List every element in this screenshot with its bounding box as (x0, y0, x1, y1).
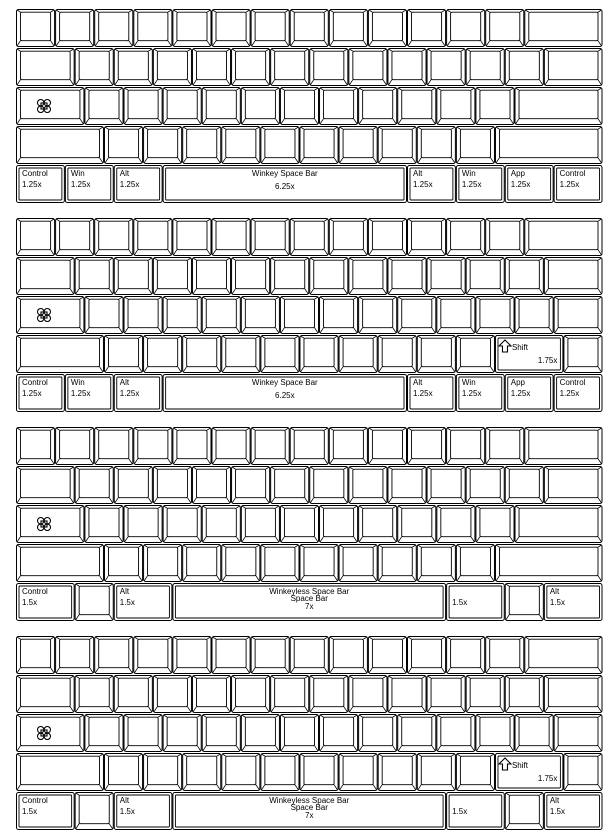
home-row-key (280, 506, 318, 543)
shift-row-key (495, 127, 602, 164)
number-row-key (368, 428, 406, 465)
space-bar-size: 7x (305, 811, 314, 820)
home-row-key (515, 506, 602, 543)
key-label: Win (70, 169, 85, 178)
home-row-key (124, 715, 162, 752)
number-row-key (134, 637, 172, 674)
number-row-key (408, 428, 446, 465)
number-row-key (329, 637, 367, 674)
home-row-key (202, 88, 240, 125)
shift-row-key (378, 545, 416, 582)
number-row-key (134, 219, 172, 256)
home-row-key (202, 297, 240, 334)
shift-row-key (17, 545, 104, 582)
key-size-label: 1.5x (549, 598, 565, 607)
home-row-key (17, 297, 84, 334)
number-row-key (56, 10, 94, 47)
number-row-key (486, 219, 524, 256)
tab-row-key (75, 467, 113, 504)
shift-row-key (261, 336, 299, 373)
shift-row-key (417, 545, 455, 582)
number-row-key (251, 219, 289, 256)
shift-row-key (339, 127, 377, 164)
tab-row-key (310, 467, 348, 504)
shift-row-key (261, 545, 299, 582)
tab-row-key (544, 676, 602, 713)
tab-row-key (232, 49, 270, 86)
tab-row-key (192, 467, 230, 504)
home-row-key (17, 715, 84, 752)
number-row-key (486, 637, 524, 674)
space-bar-label: Winkey Space Bar (251, 169, 318, 178)
number-row-key (95, 10, 133, 47)
home-row-key (359, 297, 397, 334)
shift-row-key (300, 754, 338, 791)
key-size-label: 1.25x (413, 389, 433, 398)
home-row-key (202, 506, 240, 543)
home-row-key (554, 297, 602, 334)
home-row-key (476, 506, 514, 543)
key-size-label: 1.25x (70, 180, 91, 189)
shift-row-key (104, 336, 142, 373)
space-bar-sub-label: Space Bar (290, 803, 328, 812)
key-label: Alt (119, 169, 130, 178)
shift-row-key (261, 754, 299, 791)
shift-size-label: 1.75x (537, 356, 558, 365)
number-row-key (408, 637, 446, 674)
tab-row-key (232, 676, 270, 713)
tab-row-key (153, 258, 191, 295)
home-row-key (476, 88, 514, 125)
key-label: Alt (119, 796, 130, 805)
number-row-key (173, 428, 211, 465)
space-bar-size: 6.25x (275, 391, 295, 400)
key-size-label: 1.5x (22, 598, 38, 607)
key-label: Alt (413, 169, 423, 178)
key-size-label: 1.25x (461, 180, 482, 189)
home-row-key (17, 88, 84, 125)
shift-row-key (300, 545, 338, 582)
home-row-key (163, 297, 201, 334)
tab-row-key (349, 676, 387, 713)
shift-row-key (456, 127, 494, 164)
tab-row-key (153, 49, 191, 86)
number-row-key (17, 10, 55, 47)
key-size-label: 1.25x (22, 389, 42, 398)
key-size-label: 1.25x (559, 389, 580, 398)
number-row-key (290, 428, 328, 465)
tab-row-key (192, 676, 230, 713)
tab-row-key (427, 258, 465, 295)
tab-row-key (192, 49, 230, 86)
number-row-key (290, 637, 328, 674)
tab-row-key (271, 258, 309, 295)
key-size-label: 1.5x (452, 807, 468, 816)
key-size-label: 1.5x (119, 598, 135, 607)
key-size-label: 1.25x (22, 180, 42, 189)
tab-row-key (427, 467, 465, 504)
shift-row-key (183, 127, 221, 164)
tab-row-key (114, 467, 152, 504)
tab-row-key (466, 467, 504, 504)
shift-row-key (183, 545, 221, 582)
keyboard-layout (17, 219, 603, 412)
number-row-key (212, 428, 250, 465)
home-row-key (241, 297, 279, 334)
key-label: Alt (119, 587, 130, 596)
home-row-key (280, 88, 318, 125)
number-row-key (408, 10, 446, 47)
shift-row-key (144, 545, 182, 582)
shift-row-key (222, 336, 260, 373)
tab-row-key (17, 49, 75, 86)
tab-row-key (427, 676, 465, 713)
shift-row-key (183, 754, 221, 791)
key-size-label: 1.5x (22, 807, 38, 816)
shift-label: Shift (511, 761, 528, 770)
shift-row-key (417, 127, 455, 164)
shift-row-key (261, 127, 299, 164)
space-bar-size: 7x (305, 602, 314, 611)
home-row-key (85, 715, 123, 752)
home-row-key (398, 297, 436, 334)
shift-row-key (495, 545, 602, 582)
number-row-key (134, 10, 172, 47)
number-row-key (368, 219, 406, 256)
tab-row-key (505, 676, 543, 713)
tab-row-key (271, 676, 309, 713)
tab-row-key (310, 49, 348, 86)
tab-row-key (466, 258, 504, 295)
key-label: Control (22, 796, 48, 805)
shift-row-key (339, 545, 377, 582)
number-row-key (212, 10, 250, 47)
shift-row-key (456, 336, 494, 373)
space-bar-label: Winkeyless Space Bar (269, 587, 350, 596)
home-row-key (241, 506, 279, 543)
tab-row-key (114, 258, 152, 295)
home-row-key (280, 715, 318, 752)
tab-row-key (310, 258, 348, 295)
number-row-key (329, 219, 367, 256)
shift-row-key (564, 754, 602, 791)
key-label: App (510, 378, 525, 387)
tab-row-key (388, 467, 426, 504)
key-size-label: 1.25x (70, 389, 91, 398)
home-row-key (241, 88, 279, 125)
home-row-key (85, 88, 123, 125)
shift-row-key (417, 754, 455, 791)
number-row-key (408, 219, 446, 256)
home-row-key (163, 715, 201, 752)
shift-row-key (144, 127, 182, 164)
number-row-key (56, 637, 94, 674)
shift-size-label: 1.75x (537, 774, 558, 783)
shift-row-key (378, 336, 416, 373)
tab-row-key (153, 467, 191, 504)
shift-row-key (222, 754, 260, 791)
key-label: App (510, 169, 525, 178)
tab-row-key (232, 467, 270, 504)
tab-row-key (466, 676, 504, 713)
bottom-row-key (75, 584, 113, 621)
key-size-label: 1.25x (510, 180, 531, 189)
home-row-key (202, 715, 240, 752)
home-row-key (320, 506, 358, 543)
key-label: Win (461, 378, 476, 387)
shift-row-key (144, 754, 182, 791)
key-size-label: 1.25x (413, 180, 433, 189)
home-row-key (124, 506, 162, 543)
key-size-label: 1.25x (461, 389, 482, 398)
key-label: Win (461, 169, 476, 178)
tab-row-key (271, 49, 309, 86)
tab-row-key (388, 676, 426, 713)
tab-row-key (17, 258, 75, 295)
tab-row-key (114, 49, 152, 86)
tab-row-key (505, 49, 543, 86)
home-row-key (320, 88, 358, 125)
number-row-key (173, 219, 211, 256)
home-row-key (398, 88, 436, 125)
key-size-label: 1.5x (119, 807, 135, 816)
number-row-key (251, 428, 289, 465)
number-row-key (447, 428, 485, 465)
space-bar-label: Winkey Space Bar (251, 378, 318, 387)
shift-row-key (104, 127, 142, 164)
shift-row-key (339, 754, 377, 791)
home-row-key (163, 506, 201, 543)
number-row-key (525, 637, 602, 674)
key-size-label: 1.5x (452, 598, 468, 607)
key-size-label: 1.25x (119, 389, 140, 398)
home-row-key (398, 506, 436, 543)
key-size-label: 1.25x (510, 389, 531, 398)
home-row-key (515, 297, 553, 334)
space-bar-label: Winkeyless Space Bar (269, 796, 350, 805)
key-label: Control (22, 378, 48, 387)
shift-row-key (300, 127, 338, 164)
key-label: Alt (413, 378, 423, 387)
tab-row-key (349, 258, 387, 295)
tab-row-key (388, 49, 426, 86)
number-row-key (251, 10, 289, 47)
space-bar-sub-label: Space Bar (290, 594, 328, 603)
tab-row-key (505, 258, 543, 295)
home-row-key (476, 297, 514, 334)
home-row-key (124, 88, 162, 125)
shift-row-key (339, 336, 377, 373)
number-row-key (56, 428, 94, 465)
shift-row-key (378, 754, 416, 791)
home-row-key (515, 715, 553, 752)
number-row-key (447, 637, 485, 674)
shift-row-key (456, 545, 494, 582)
shift-row-key (456, 754, 494, 791)
tab-row-key (114, 676, 152, 713)
tab-row-key (75, 676, 113, 713)
key-size-label: 1.5x (549, 807, 565, 816)
keyboard-layout (17, 637, 603, 830)
shift-row-key (104, 545, 142, 582)
home-row-key (437, 88, 475, 125)
tab-row-key (349, 49, 387, 86)
key-label: Control (22, 587, 48, 596)
tab-row-key (544, 258, 602, 295)
tab-row-key (232, 258, 270, 295)
number-row-key (251, 637, 289, 674)
number-row-key (173, 637, 211, 674)
number-row-key (525, 10, 602, 47)
number-row-key (290, 219, 328, 256)
number-row-key (56, 219, 94, 256)
home-row-key (359, 506, 397, 543)
home-row-key (359, 715, 397, 752)
shift-row-key (222, 545, 260, 582)
number-row-key (329, 10, 367, 47)
home-row-key (163, 88, 201, 125)
home-row-key (437, 297, 475, 334)
bottom-row-key (505, 584, 543, 621)
number-row-key (486, 428, 524, 465)
shift-label: Shift (511, 343, 528, 352)
number-row-key (447, 10, 485, 47)
shift-row-key (183, 336, 221, 373)
key-label: Alt (549, 796, 560, 805)
bottom-row-key (75, 793, 113, 830)
tab-row-key (17, 467, 75, 504)
tab-row-key (349, 467, 387, 504)
number-row-key (447, 219, 485, 256)
tab-row-key (310, 676, 348, 713)
key-label: Control (559, 378, 586, 387)
number-row-key (173, 10, 211, 47)
home-row-key (359, 88, 397, 125)
number-row-key (17, 428, 55, 465)
shift-row-key (222, 127, 260, 164)
number-row-key (212, 219, 250, 256)
tab-row-key (153, 676, 191, 713)
shift-row-key (17, 127, 104, 164)
home-row-key (515, 88, 602, 125)
home-row-key (554, 715, 602, 752)
number-row-key (329, 428, 367, 465)
tab-row-key (427, 49, 465, 86)
tab-row-key (271, 467, 309, 504)
shift-row-key (417, 336, 455, 373)
number-row-key (212, 637, 250, 674)
keyboard-layout (17, 428, 603, 621)
space-bar-size: 6.25x (275, 182, 295, 191)
home-row-key (320, 297, 358, 334)
number-row-key (95, 637, 133, 674)
tab-row-key (17, 676, 75, 713)
number-row-key (17, 637, 55, 674)
tab-row-key (192, 258, 230, 295)
shift-row-key (104, 754, 142, 791)
number-row-key (134, 428, 172, 465)
keyboard-layout (17, 10, 603, 203)
key-label: Control (22, 169, 48, 178)
tab-row-key (75, 49, 113, 86)
home-row-key (85, 506, 123, 543)
shift-row-key (378, 127, 416, 164)
number-row-key (95, 219, 133, 256)
home-row-key (437, 506, 475, 543)
tab-row-key (505, 467, 543, 504)
shift-row-key (564, 336, 602, 373)
bottom-row-key (505, 793, 543, 830)
tab-row-key (75, 258, 113, 295)
key-label: Alt (119, 378, 130, 387)
tab-row-key (544, 49, 602, 86)
home-row-key (437, 715, 475, 752)
home-row-key (85, 297, 123, 334)
tab-row-key (388, 258, 426, 295)
number-row-key (525, 428, 602, 465)
number-row-key (525, 219, 602, 256)
tab-row-key (466, 49, 504, 86)
number-row-key (17, 219, 55, 256)
number-row-key (368, 637, 406, 674)
shift-row-key (300, 336, 338, 373)
number-row-key (95, 428, 133, 465)
key-label: Control (559, 169, 586, 178)
home-row-key (17, 506, 84, 543)
home-row-key (320, 715, 358, 752)
shift-row-key (17, 754, 104, 791)
home-row-key (241, 715, 279, 752)
home-row-key (398, 715, 436, 752)
number-row-key (290, 10, 328, 47)
home-row-key (124, 297, 162, 334)
number-row-key (368, 10, 406, 47)
home-row-key (280, 297, 318, 334)
number-row-key (486, 10, 524, 47)
key-label: Win (70, 378, 85, 387)
key-size-label: 1.25x (119, 180, 140, 189)
key-label: Alt (549, 587, 560, 596)
key-size-label: 1.25x (559, 180, 580, 189)
tab-row-key (544, 467, 602, 504)
shift-row-key (144, 336, 182, 373)
home-row-key (476, 715, 514, 752)
shift-row-key (17, 336, 104, 373)
